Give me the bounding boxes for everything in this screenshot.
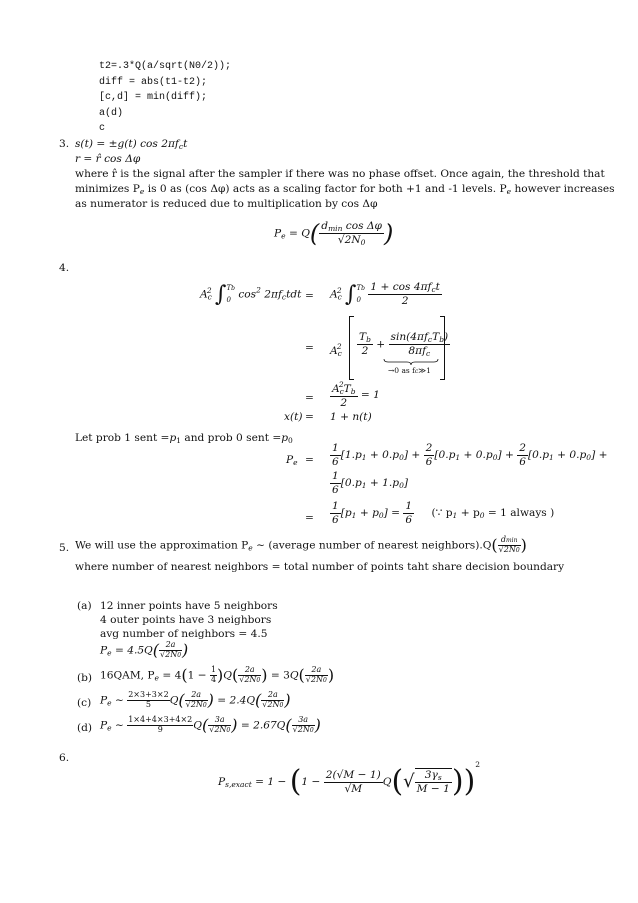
subitem-label: (b) — [77, 672, 93, 684]
subitem-label: (d) — [77, 722, 93, 734]
paragraph-line: where r̂ is the signal after the sampler if there was no phase offset. Once again, the threshold that — [75, 168, 605, 180]
prior-probabilities: Let prob 1 sent $=p_1$ and prob 0 sent $=p_0$ — [75, 432, 293, 445]
subitem-equation: 16QAM, $P_e = 4(1$ − $\frac{1}{4}$ )Q( $\frac{2a}{√2N0}$ ) = 3Q( $\frac{2a}{√2N0}$ ) — [100, 665, 335, 685]
subitem-text: 12 inner points have 5 neighbors — [100, 600, 278, 612]
pe-sum-line1: $\frac{1}{6}$ $[1.p_1 + 0.p_0]$ + $\frac{2}{6}$ $[0.p_1 + 0.p_0]$ + $\frac{2}{6}$ $[0.p_1 + 0.p_0]$ + — [332, 442, 608, 468]
matlab-code-block — [99, 59, 231, 137]
phase-equation: r = r̂ cos Δφ — [75, 153, 141, 165]
energy-result: $\frac{A_c^2T_b}{2}$ = 1 — [332, 380, 380, 409]
subitem-label: (c) — [77, 697, 92, 709]
underbrace — [383, 358, 439, 366]
subitem-text: 4 outer points have 3 neighbors — [100, 614, 272, 626]
pe-result: $\frac{1}{6}$ $[p_1 + p_0]$ = $\frac{1}{6}$ (∵ $p_1 + p_0 = 1$ always ) — [332, 500, 555, 526]
subitem-equation: $P_e$ ∼ $\frac{2\times 3+3\times 2}{5}$ Q( $\frac{2a}{√2N0}$ ) = 2.4Q( $\frac{2a}{√2N0}$ ) — [100, 690, 291, 710]
received-signal-rhs: 1 + n(t) — [330, 411, 372, 423]
limit-note: →0 as fc≫1 — [388, 366, 431, 375]
energy-rhs: $A_c^2$ ∫ Tb 0 $\frac{1 + \cos 4\pi f_ct}{2}$ — [330, 281, 440, 308]
energy-lhs: $A_c^2$ ∫ Tb 0 $\cos^2 2\pi f_ctdt$ — [200, 282, 302, 307]
approximation-statement: We will use the approximation $P_e$ ∼ (average number of nearest neighbors).Q( dmin √2N0 ) — [75, 535, 527, 555]
equals-sign: = — [305, 411, 314, 423]
item-number: 4. — [59, 262, 70, 274]
pe-equation: $P_e = Q$( $\frac{d_{min} \cos \Delta\varphi}{√2N_0}$ ) — [274, 219, 394, 248]
code-line: diff = abs(t1-t2); — [99, 76, 208, 88]
code-line: c — [99, 123, 106, 135]
pe-lhs: $P_e$ — [286, 454, 298, 467]
neighbors-definition: where number of nearest neighbors = total number of points taht share decision boundary — [75, 561, 565, 573]
item-number: 3. — [59, 138, 70, 150]
equals-sign: = — [305, 454, 314, 466]
subitem-label: (a) — [77, 600, 92, 612]
energy-expanded: $A_c^2$ — [330, 342, 342, 358]
equals-sign: = — [305, 392, 314, 404]
equals-sign: = — [305, 290, 314, 302]
subitem-equation: $P_e$ ∼ $\frac{1\times 4+4\times 3+4\times 2}{9}$ Q( $\frac{3a}{√2N0}$ ) = 2.67Q( $\frac{3a}{√2N0}$ ) — [100, 715, 321, 735]
received-signal-lhs: x(t) — [284, 411, 303, 423]
code-line: a(d) — [99, 107, 124, 119]
paragraph-line: minimizes $P_e$ is 0 as (cos Δφ) acts as a scaling factor for both +1 and -1 levels. $P_e$ however increases — [75, 183, 615, 196]
pe-sum-line2: $\frac{1}{6}$ $[0.p_1 + 1.p_0]$ — [332, 470, 408, 496]
paragraph-line: as numerator is reduced due to multiplication by cos Δφ — [75, 198, 378, 210]
equals-sign: = — [305, 512, 314, 524]
signal-equation: s(t) = ±g(t) $\cos 2\pi f_ct$ — [75, 138, 188, 151]
item-number: 6. — [59, 752, 70, 764]
subitem-text: avg number of neighbors = 4.5 — [100, 628, 268, 640]
symbol-error-exact: $P_{s,exact} = 1 - (1$ − $\frac{2(√M - 1)}{√M}$ Q(√ $\frac{3\gamma_s}{M - 1}$ ))$^2$ — [218, 760, 481, 800]
code-line: [c,d] = min(diff); — [99, 92, 208, 104]
equals-sign: = — [305, 342, 314, 354]
code-line: t2=.3*Q(a/sqrt(N0/2)); — [99, 61, 232, 72]
bracket-content: $\frac{T_b}{2}$ + $\frac{\sin(4\pi f_cT_b)}{8\pi f_c}$ — [359, 331, 449, 358]
item-number: 5. — [59, 542, 70, 554]
subitem-equation: $P_e = 4.5Q$( $\frac{2a}{√2N0}$ ) — [100, 640, 189, 660]
left-bracket — [349, 316, 354, 380]
